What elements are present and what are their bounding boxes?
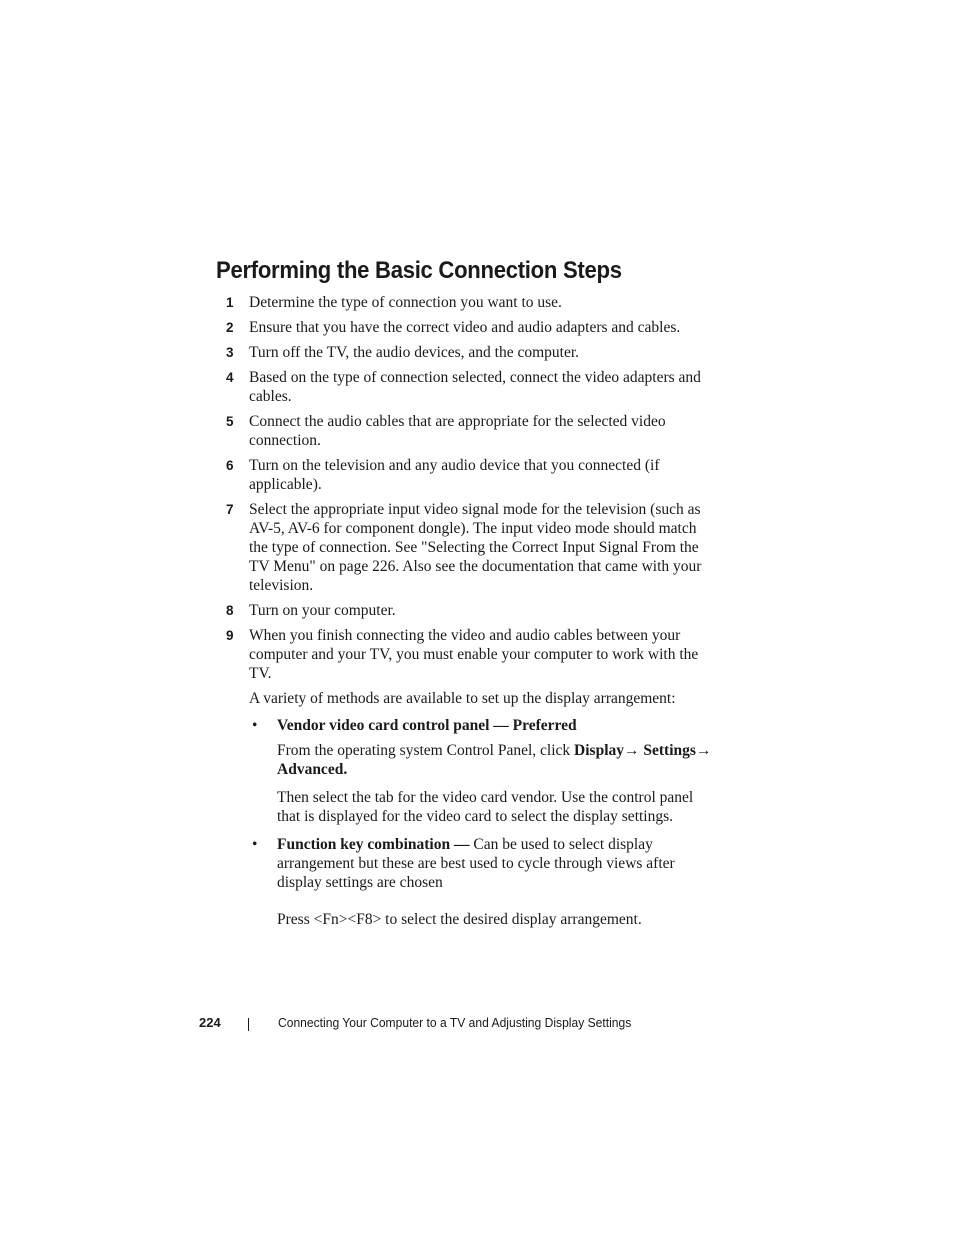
step-text: When you finish connecting the video and audio cables between your computer and your TV, you must enable your computer to work with the TV. (249, 627, 699, 682)
step-number: 8 (226, 603, 234, 618)
step-item (226, 293, 716, 312)
method-heading: Function key combination — (277, 836, 470, 853)
method-press: Press <Fn><F8> to select the desired display arrangement. (277, 911, 642, 928)
page-number: 224 (199, 1015, 221, 1030)
step-text: Turn on your computer. (249, 602, 396, 619)
bullet-icon: • (252, 717, 258, 734)
menu-advanced: Advanced. (277, 761, 348, 778)
instruction-text: From the operating system Control Panel, click (277, 742, 575, 759)
page-title: Performing the Basic Connection Steps (216, 257, 622, 284)
step-number: 7 (226, 502, 234, 517)
step-number: 5 (226, 414, 234, 429)
menu-display: Display (574, 742, 625, 759)
step-number: 9 (226, 628, 234, 643)
step-item (226, 626, 716, 683)
arrow-icon: → (624, 742, 640, 759)
arrow-icon: → (695, 742, 712, 759)
method-item-vendor (249, 716, 716, 826)
step-item (226, 343, 716, 362)
step-number: 3 (226, 345, 234, 360)
method-instruction (277, 741, 716, 779)
step-number: 4 (226, 370, 234, 385)
step-text: Turn on the television and any audio device that you connected (if applicable). (249, 457, 660, 493)
step-item (226, 368, 716, 406)
method-detail: Then select the tab for the video card vendor. Use the control panel that is displayed for the video card to select the display settings. (277, 789, 694, 825)
method-heading: Vendor video card control panel — Preferred (277, 717, 577, 734)
step-number: 6 (226, 458, 234, 473)
step-item (226, 412, 716, 450)
step-text: Ensure that you have the correct video and audio adapters and cables. (249, 319, 681, 336)
menu-settings: Settings (643, 742, 696, 759)
step-text: Turn off the TV, the audio devices, and the computer. (249, 344, 580, 361)
step-item (226, 456, 716, 494)
method-text: Can be used to select display arrangement but these are best used to cycle through views after display settings are chosen (277, 836, 675, 891)
method-item-function-key (249, 835, 716, 929)
method-description (277, 835, 716, 892)
step-text: Based on the type of connection selected, connect the video adapters and cables. (249, 369, 701, 405)
step-item (226, 601, 716, 620)
step-text: Determine the type of connection you want to use. (249, 294, 562, 311)
step-text: Select the appropriate input video signal mode for the television (such as AV-5, AV-6 for component dongle). The input video mode should match the type of connection. See "Selecting the Correct Input Signal From the TV Menu" on page 226. Also see the documentation that came with your television. (249, 501, 702, 594)
steps-list (226, 293, 716, 938)
step-number: 2 (226, 320, 234, 335)
methods-intro: A variety of methods are available to set up the display arrangement: (249, 690, 676, 707)
step-text: Connect the audio cables that are appropriate for the selected video connection. (249, 413, 666, 449)
chapter-title: Connecting Your Computer to a TV and Adjusting Display Settings (278, 1015, 632, 1030)
step-number: 1 (226, 295, 234, 310)
methods-list (249, 716, 716, 929)
bullet-icon: • (252, 836, 258, 853)
step-item (226, 318, 716, 337)
step-item (226, 500, 716, 595)
footer-divider (248, 1018, 249, 1031)
